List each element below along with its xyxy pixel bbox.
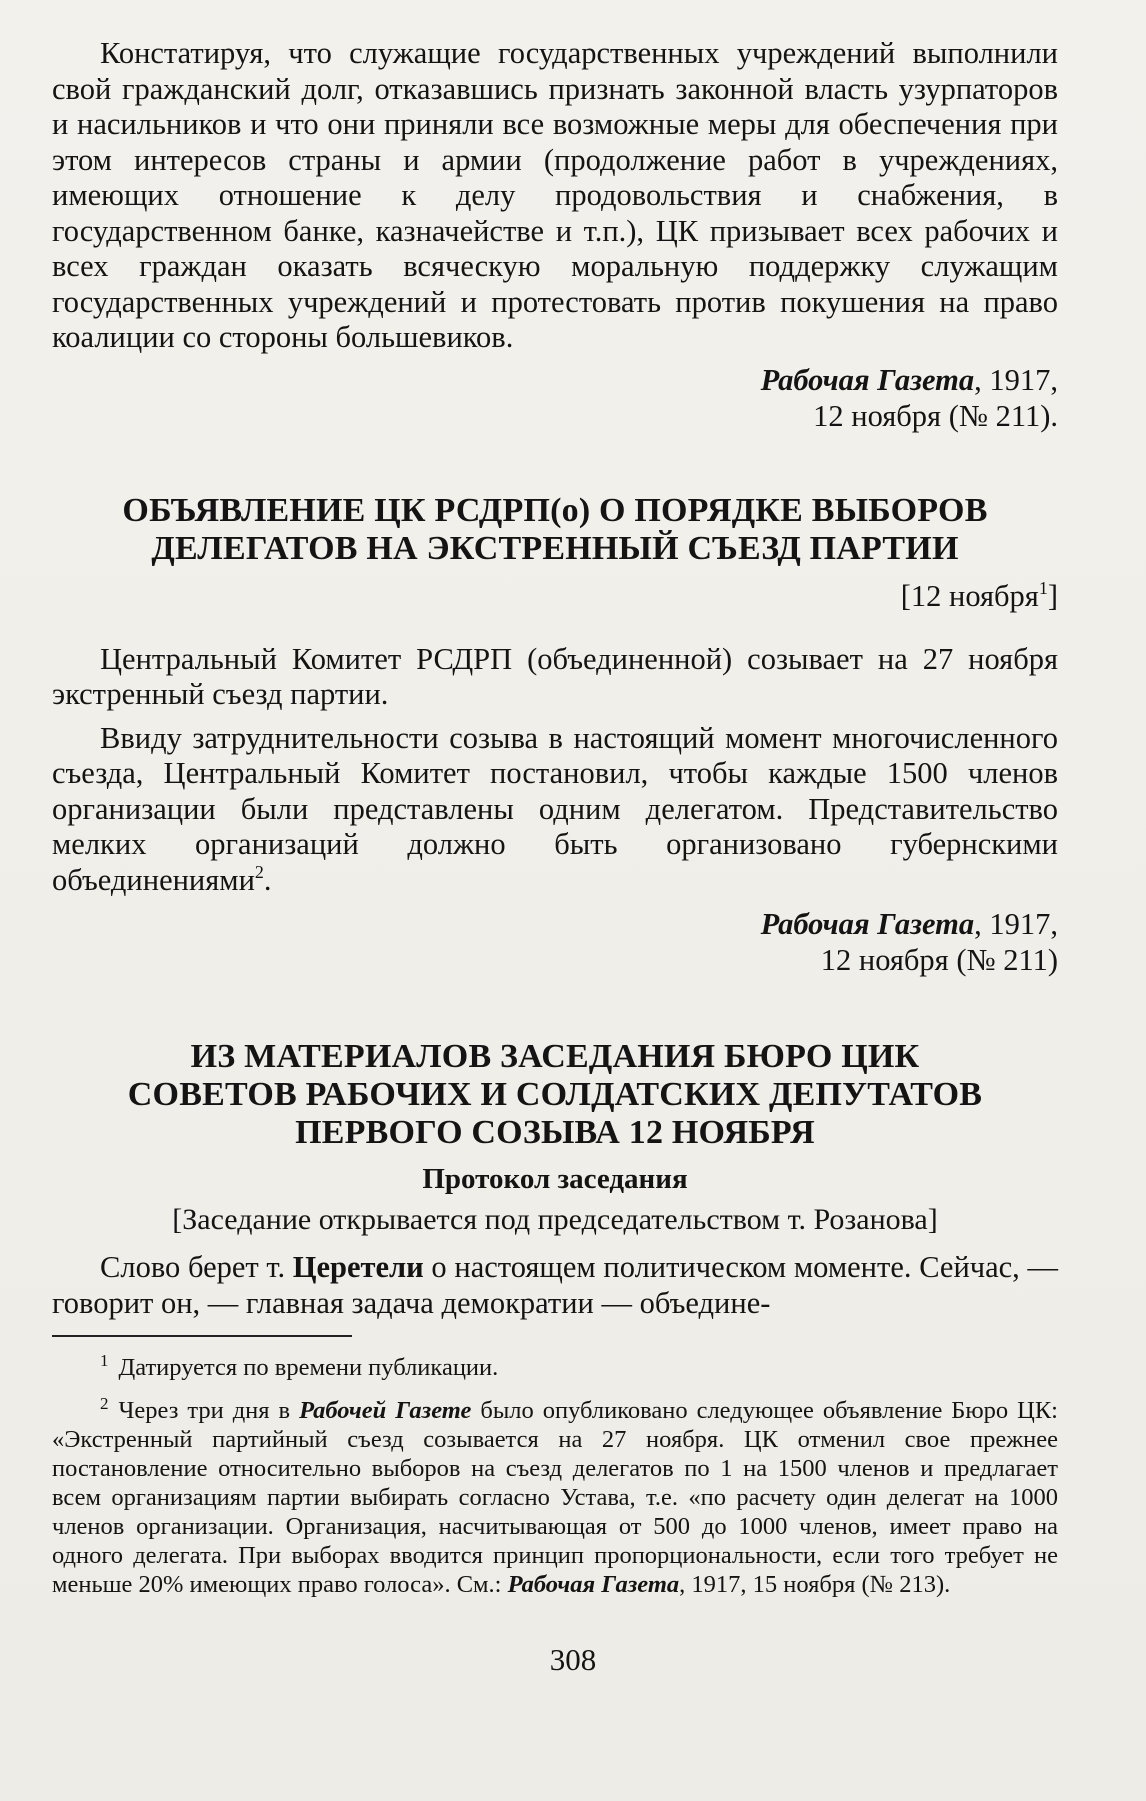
source-year: , 1917, <box>974 362 1058 397</box>
dateline-close: ] <box>1047 578 1058 613</box>
footnote-1 <box>52 1353 1058 1382</box>
title-line: ДЕЛЕГАТОВ НА ЭКСТРЕННЫЙ СЪЕЗД ПАРТИИ <box>151 529 959 567</box>
paragraph-text: Слово берет т. <box>100 1250 293 1284</box>
source-citation-2 <box>52 906 1058 978</box>
title-line: ИЗ МАТЕРИАЛОВ ЗАСЕДАНИЯ БЮРО ЦИК <box>190 1038 920 1075</box>
footnote-number: 1 <box>100 1351 109 1370</box>
protocol-paragraph <box>52 1250 1058 1321</box>
protocol-subhead: Протокол заседания <box>422 1163 688 1195</box>
section-title-protocol <box>52 1038 1058 1152</box>
announcement-paragraph-2 <box>52 721 1058 899</box>
speaker-name: Церетели <box>292 1250 424 1284</box>
source-date: 12 ноября (№ 211) <box>820 943 1058 977</box>
paragraph-text: Ввиду затруднительности созыва в настоящий момент многочисленного съезда, Центральный Комитет постановил, чтобы каждые 1500 членов организации были представлены одним делегатом. Представительство мелких организаций должно быть организовано губернскими объединениями <box>52 720 1058 897</box>
session-note: [Заседание открывается под председательством т. Розанова] <box>172 1203 938 1236</box>
footnote-newspaper: Рабочая Газета <box>507 1571 680 1598</box>
source-newspaper: Рабочая Газета <box>760 907 975 941</box>
source-date: 12 ноября (№ 211). <box>813 398 1058 433</box>
footnote-2 <box>52 1396 1058 1599</box>
announcement-paragraph-1: Центральный Комитет РСДРП (объединенной) созывает на 27 ноября экстренный съезд партии. <box>52 641 1058 711</box>
footnote-text: , 1917, 15 ноября (№ 213). <box>679 1571 951 1598</box>
title-line: ПЕРВОГО СОЗЫВА 12 НОЯБРЯ <box>295 1114 815 1151</box>
dateline-text: [12 ноября <box>900 578 1039 613</box>
paragraph-end: . <box>263 862 272 897</box>
source-year: , 1917, <box>974 907 1058 941</box>
title-line: ОБЪЯВЛЕНИЕ ЦК РСДРП(о) О ПОРЯДКЕ ВЫБОРОВ <box>122 491 988 529</box>
section-title-announcement <box>52 492 1058 568</box>
page-number: 308 <box>549 1642 597 1677</box>
resolution-paragraph: Констатируя, что служащие государственных учреждений выполнили свой гражданский долг, отказавшись признать законной власть узурпаторов и насильников и что они приняли все возможные меры для обеспечения при этом интересов страны и армии (продолжение работ в учреждениях, имеющих отношение к делу продовольствия и снабжения, в государственном банке, казначействе и т.п.), ЦК призывает всех рабочих и всех граждан оказать всяческую моральную поддержку служащим государственных учреждений и протестовать против покушения на право коалиции со стороны большевиков. <box>52 36 1058 354</box>
dateline <box>52 578 1058 614</box>
footnote-ref: 1 <box>1038 577 1048 598</box>
footnote-number: 2 <box>100 1394 109 1413</box>
source-newspaper: Рабочая Газета <box>760 362 975 397</box>
footnote-text: Через три дня в <box>118 1397 300 1424</box>
footnote-ref: 2 <box>254 861 264 882</box>
source-citation-1 <box>52 362 1058 434</box>
paragraph-text: о настоящем политическом моменте. Сейчас, — говорит он, — главная задача демократии — объедине- <box>52 1250 1058 1320</box>
footnote-text: Датируется по времени публикации. <box>118 1354 499 1381</box>
title-line: СОВЕТОВ РАБОЧИХ И СОЛДАТСКИХ ДЕПУТАТОВ <box>127 1076 983 1113</box>
footnote-text: было опубликовано следующее объявление Бюро ЦК: «Экстренный партийный съезд созывается на 27 ноября. ЦК отменил свое прежнее постановление относительно выборов на съезд делегатов по 1 на 1500 членов и предлагает всем организациям партии выбирать согласно Устава, т.е. «по расчету один делегат на 1000 членов организации. Организация, насчитывающая от 500 до 1000 членов, имеет право на одного делегата. При выборах вводится принцип пропорциональности, если того требует не меньше 20% имеющих право голоса». См.: <box>52 1397 1058 1598</box>
footnote-newspaper: Рабочей Газете <box>299 1397 472 1424</box>
